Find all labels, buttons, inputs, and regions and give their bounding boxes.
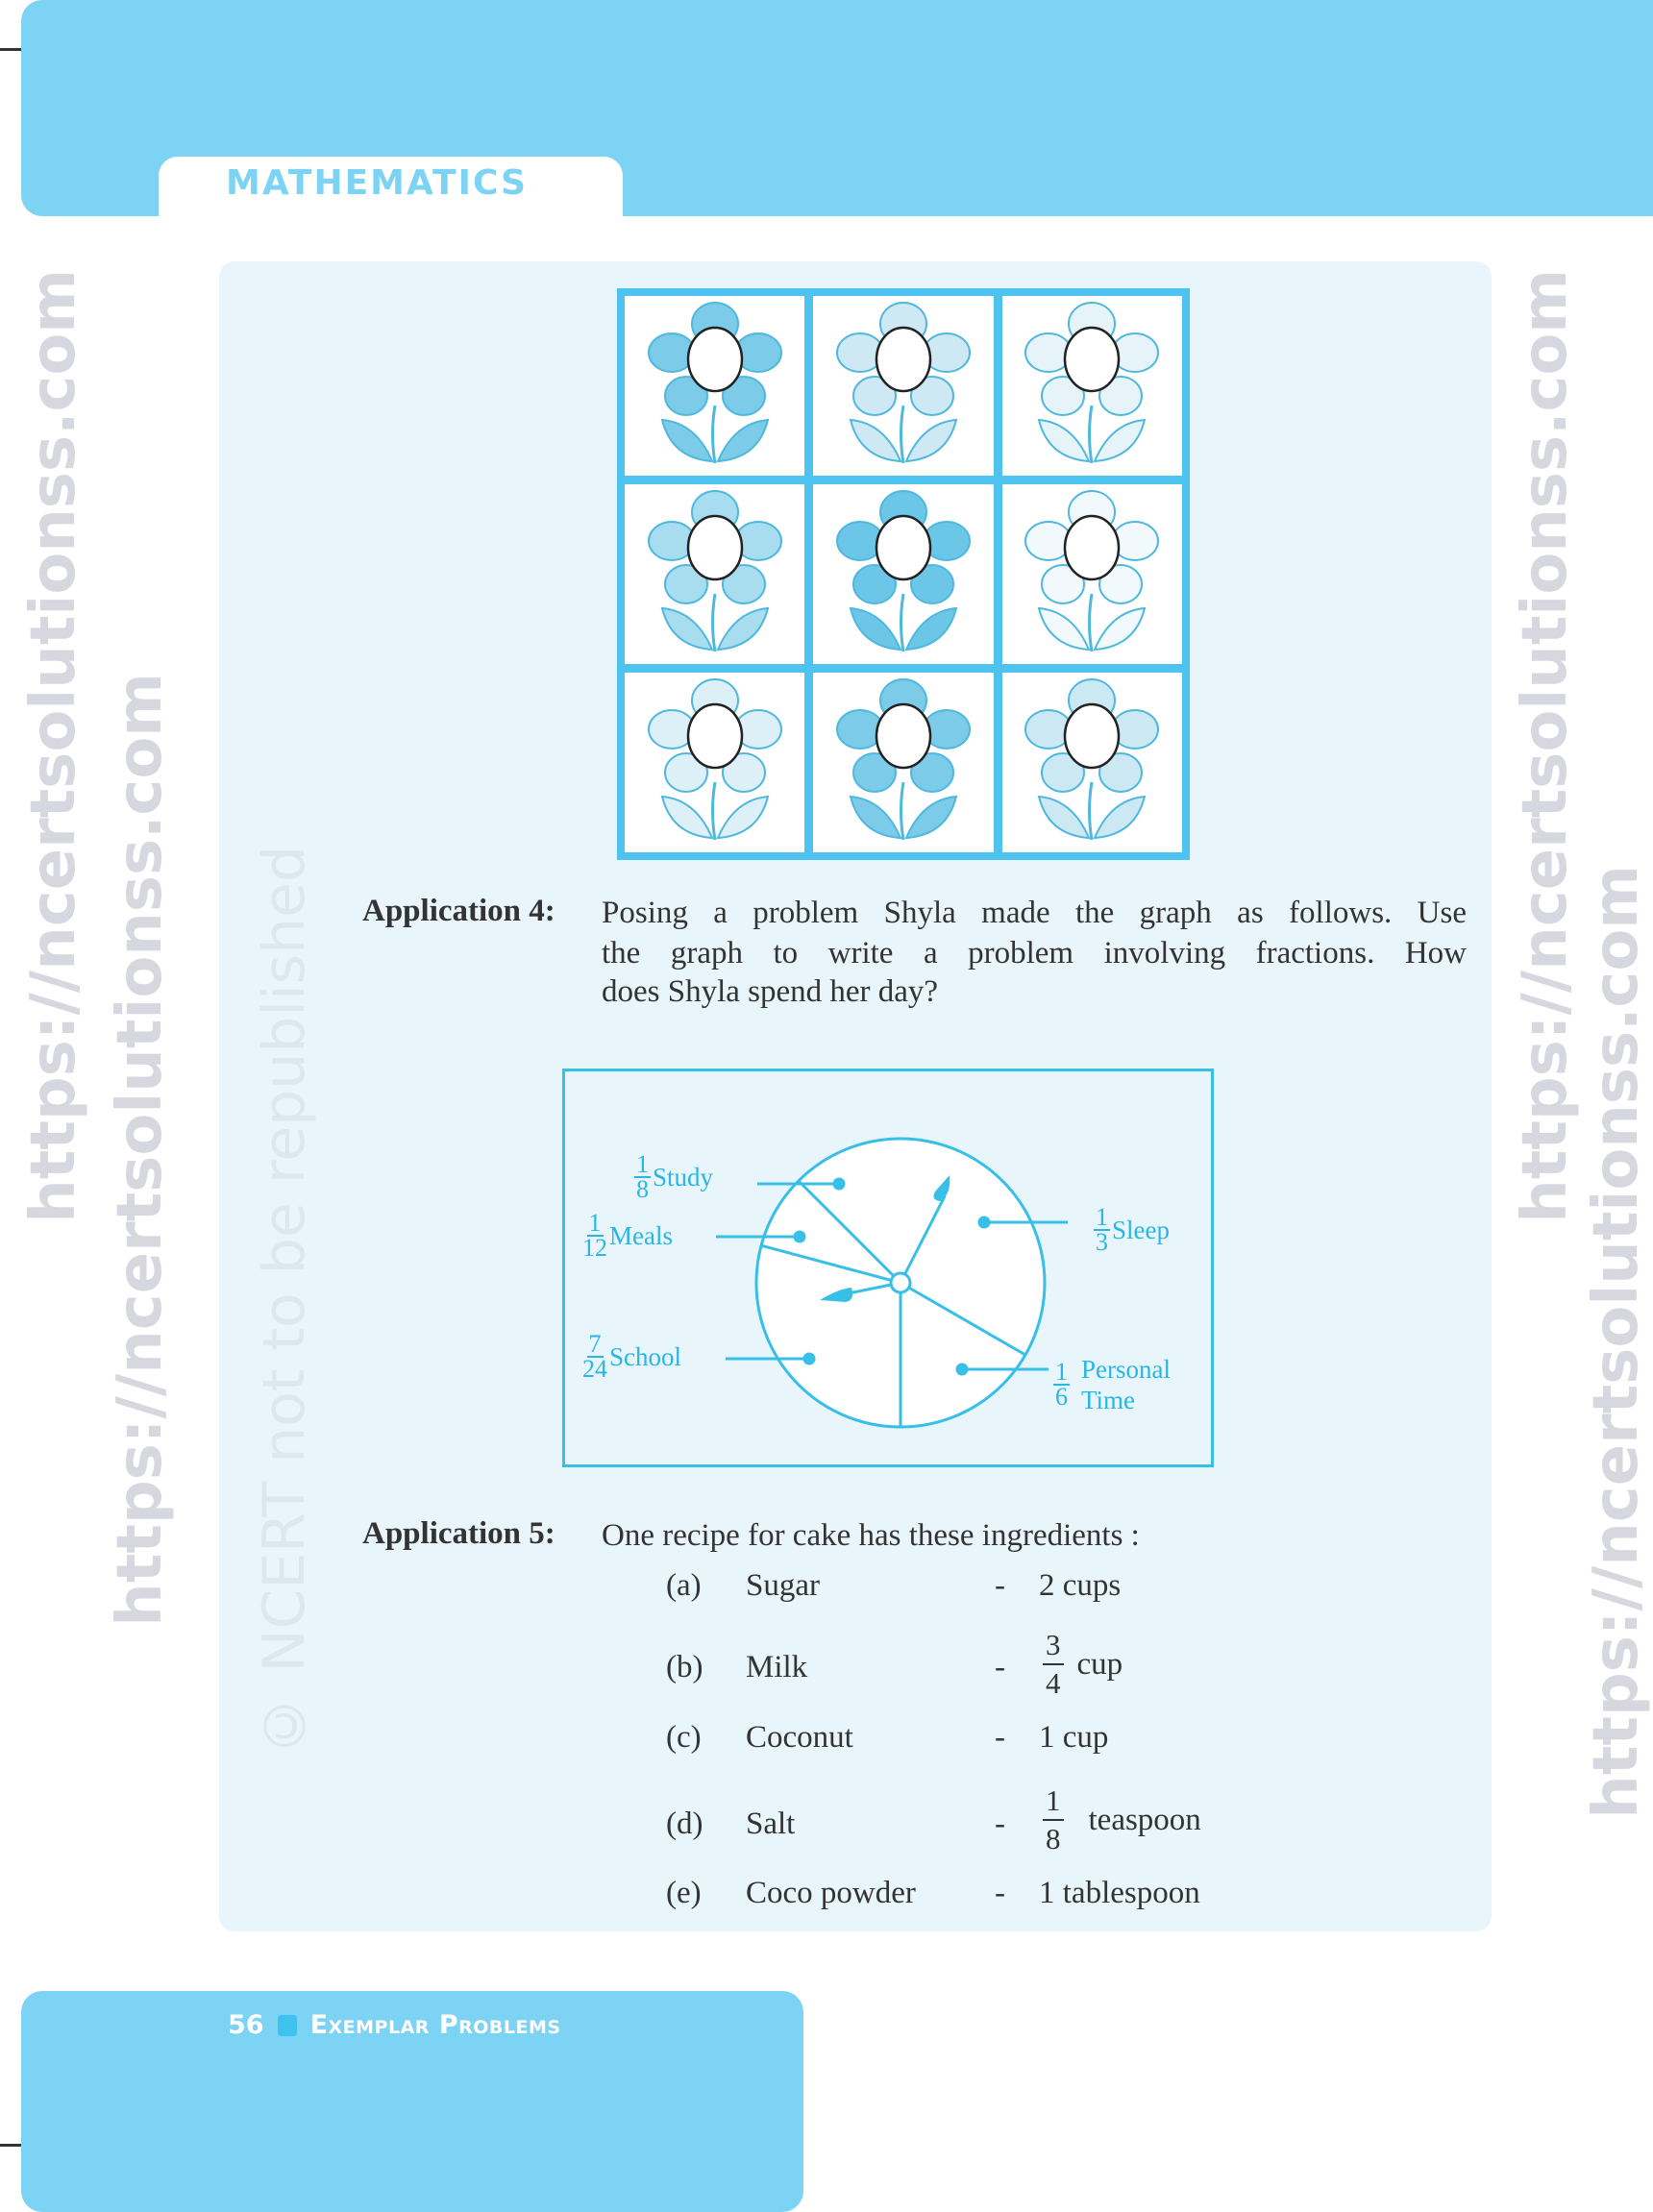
item-name: Coconut (746, 1720, 853, 1755)
flower-icon (1020, 300, 1164, 473)
flower-icon (1020, 488, 1164, 661)
pie-label-study (634, 1150, 714, 1203)
clock-hub (891, 1273, 910, 1292)
pie-label-meals (582, 1209, 673, 1262)
flower-cell (813, 296, 993, 476)
application-4-line: Posing a problem Shyla made the graph as follows. Use (602, 896, 1467, 930)
item-name: Coco powder (746, 1876, 916, 1910)
flower-cell (625, 296, 804, 476)
item-letter: (c) (666, 1720, 702, 1755)
denominator: 12 (582, 1234, 607, 1262)
leader-dot (795, 1232, 804, 1241)
item-name: Salt (746, 1806, 796, 1841)
item-dash: - (995, 1650, 1005, 1684)
flower-cell (625, 673, 804, 852)
pie-chart-figure (562, 1069, 1214, 1467)
denominator: 24 (582, 1355, 607, 1383)
fraction (1094, 1203, 1110, 1256)
unit: teaspoon (1088, 1802, 1201, 1837)
flower-cell (625, 484, 804, 664)
denominator: 8 (1046, 1822, 1061, 1856)
footer-text (228, 2010, 561, 2040)
pie-label-sleep (1094, 1203, 1170, 1256)
denominator: 8 (636, 1175, 649, 1203)
item-dash: - (995, 1720, 1005, 1755)
url-watermark: https://ncertsolutionss.com (1510, 269, 1581, 1223)
leader-dot (957, 1364, 967, 1374)
item-letter: (e) (666, 1876, 702, 1910)
denominator: 6 (1055, 1383, 1068, 1411)
url-watermark: https://ncertsolutionss.com (18, 269, 89, 1223)
url-watermark: https://ncertsolutionss.com (105, 673, 176, 1627)
item-qty (1043, 1782, 1201, 1857)
fraction (1053, 1358, 1070, 1411)
fraction (582, 1209, 607, 1262)
book-title: Exemplar Problems (309, 2010, 561, 2040)
application-5-intro: One recipe for cake has these ingredients : (602, 1518, 1140, 1553)
application-5-label: Application 5: (362, 1516, 555, 1551)
label-text: Time (1081, 1386, 1136, 1414)
leader-dot (834, 1179, 844, 1189)
flower-cell (813, 484, 993, 664)
flower-icon (1020, 676, 1164, 849)
ncert-watermark: © NCERT not to be republished (251, 846, 318, 1758)
numerator: 1 (1043, 1782, 1064, 1821)
flower-cell (1002, 673, 1182, 852)
numerator: 1 (1055, 1358, 1068, 1386)
item-qty: 2 cups (1039, 1568, 1122, 1603)
item-letter: (b) (666, 1650, 703, 1684)
label-text: School (609, 1341, 682, 1371)
flower-cell (1002, 484, 1182, 664)
numerator: 1 (1096, 1203, 1108, 1231)
item-letter: (a) (666, 1568, 702, 1603)
item-dash: - (995, 1876, 1005, 1910)
fraction (1043, 1627, 1064, 1702)
label-text: Sleep (1112, 1215, 1170, 1244)
application-4-line: the graph to write a problem involving fractions. How (602, 936, 1467, 971)
flower-icon (831, 300, 975, 473)
leader-dot (979, 1217, 989, 1227)
square-bullet-icon (278, 2015, 297, 2036)
item-name: Sugar (746, 1568, 820, 1603)
subject-title: MATHEMATICS (226, 163, 529, 203)
flower-icon (831, 488, 975, 661)
fraction (1043, 1782, 1064, 1857)
fraction (634, 1150, 651, 1203)
flower-cell (813, 673, 993, 852)
leader-dot (804, 1354, 814, 1364)
flower-icon (831, 676, 975, 849)
page-number: 56 (228, 2010, 264, 2040)
numerator: 3 (1043, 1627, 1064, 1665)
flower-icon (643, 300, 787, 473)
item-qty: 1 cup (1039, 1720, 1109, 1755)
flower-icon (643, 676, 787, 849)
label-text: Study (653, 1162, 714, 1192)
label-text: Personal (1081, 1355, 1171, 1384)
item-qty (1043, 1627, 1123, 1702)
application-4-line: does Shyla spend her day? (602, 974, 939, 1009)
item-name: Milk (746, 1650, 808, 1684)
url-watermark: https://ncertsolutionss.com (1581, 865, 1652, 1819)
denominator: 4 (1046, 1666, 1061, 1700)
numerator: 1 (636, 1150, 649, 1178)
item-letter: (d) (666, 1806, 703, 1841)
label-text: Meals (609, 1220, 673, 1250)
application-4-label: Application 4: (362, 894, 555, 928)
pie-label-personal (1053, 1354, 1171, 1415)
item-qty: 1 tablespoon (1039, 1876, 1200, 1910)
item-dash: - (995, 1806, 1005, 1841)
item-dash: - (995, 1568, 1005, 1603)
flower-grid-figure (617, 288, 1190, 860)
pie-label-school (582, 1330, 682, 1383)
flower-cell (1002, 296, 1182, 476)
flower-icon (643, 488, 787, 661)
denominator: 3 (1096, 1228, 1108, 1256)
numerator: 7 (588, 1330, 602, 1358)
fraction (582, 1330, 607, 1383)
unit: cup (1076, 1646, 1123, 1682)
numerator: 1 (588, 1209, 602, 1237)
